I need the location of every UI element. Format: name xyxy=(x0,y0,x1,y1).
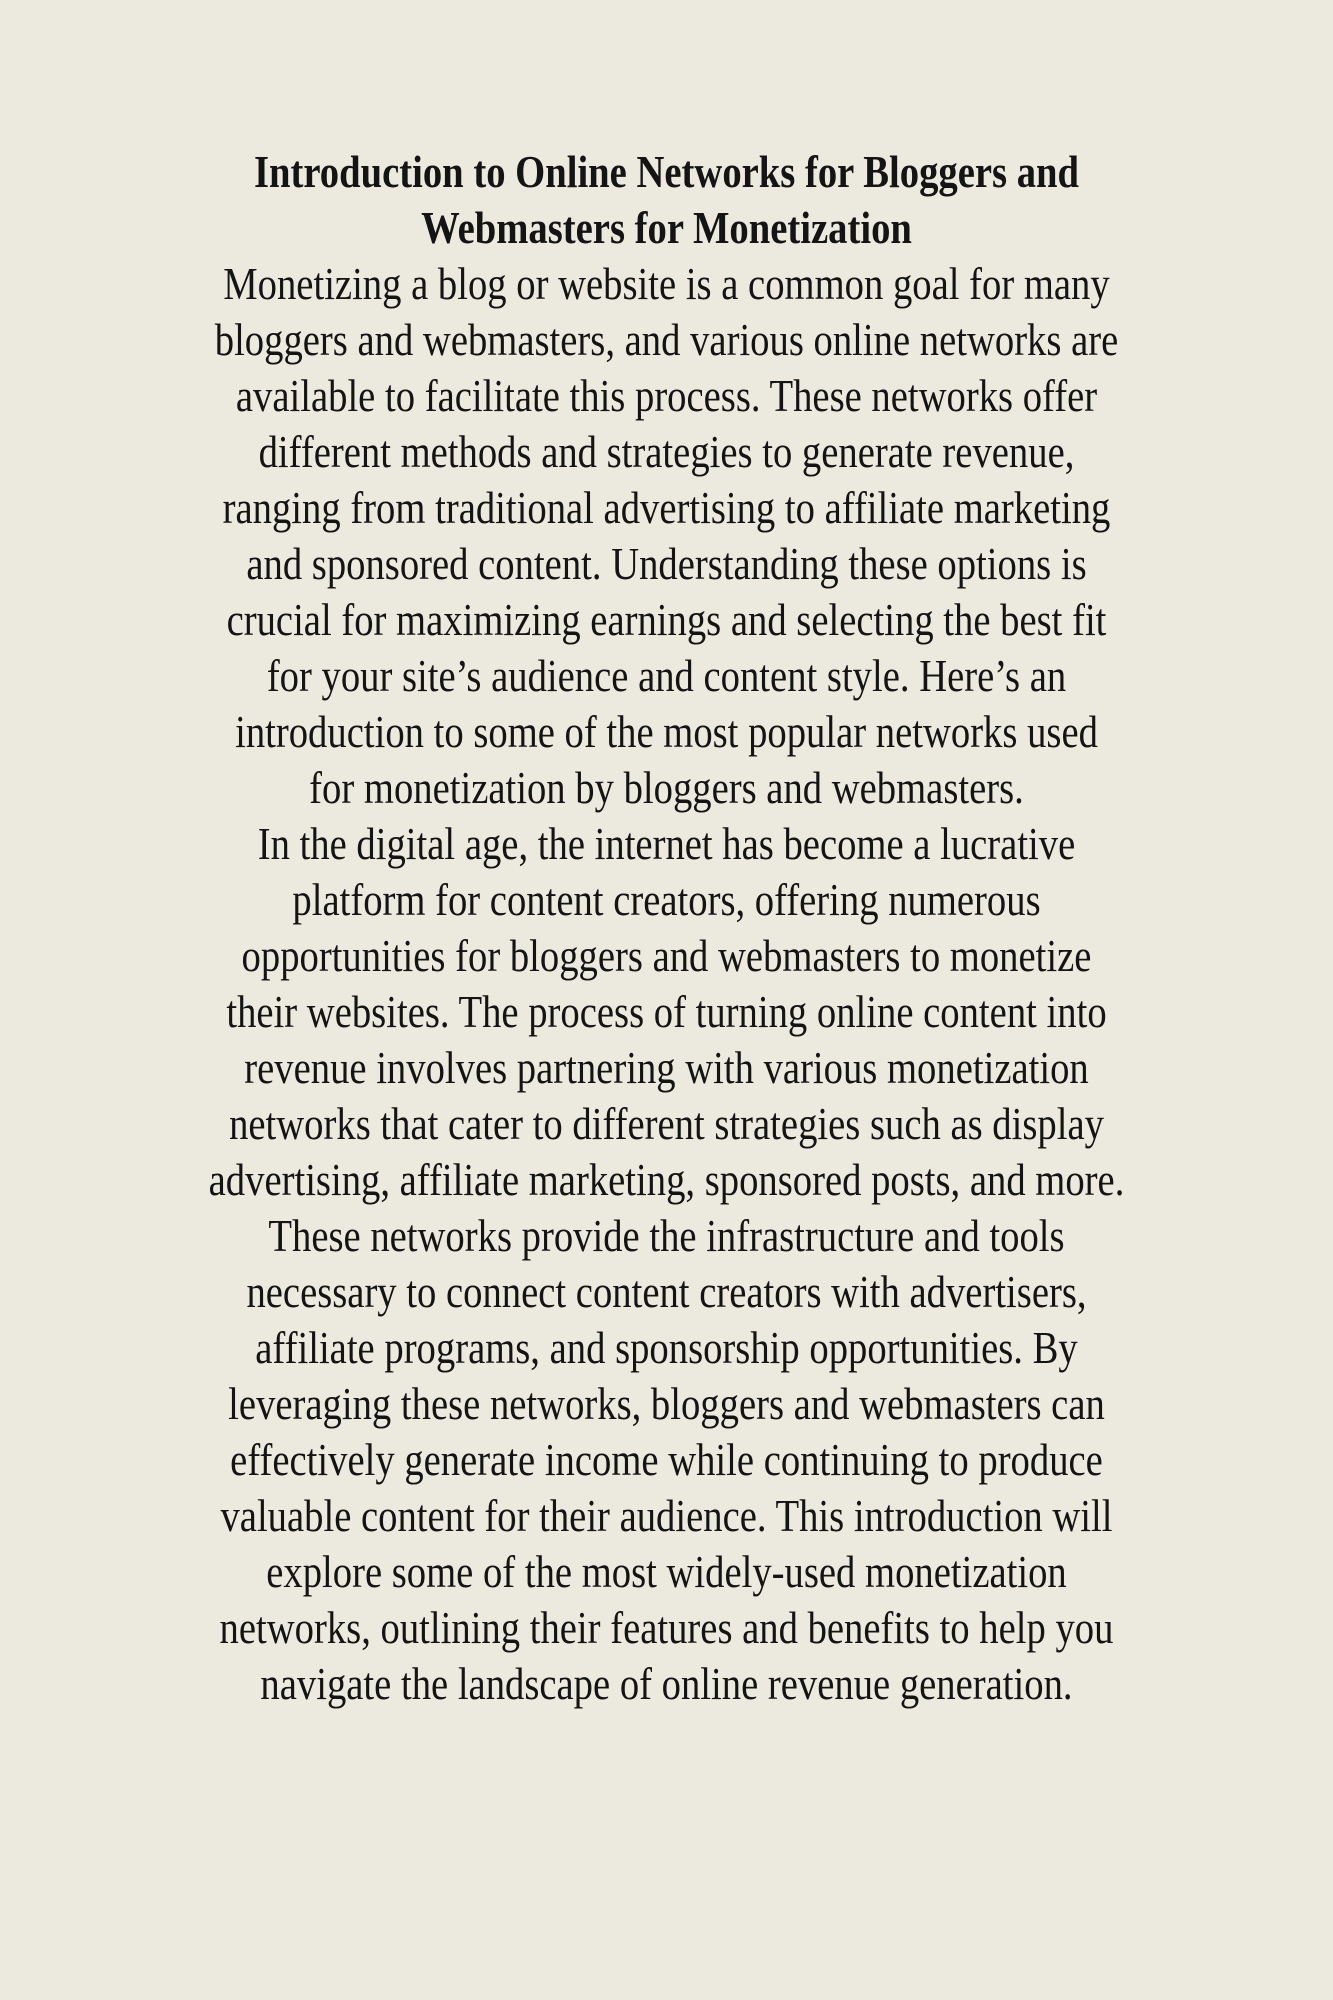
body-text-line: In the digital age, the internet has become a lucrative xyxy=(257,818,1076,869)
body-text-line: revenue involves partnering with various monetization xyxy=(244,1042,1089,1093)
body-text-line: effectively generate income while continuing to produce xyxy=(230,1434,1103,1485)
body-text-line: their websites. The process of turning online content into xyxy=(226,986,1107,1037)
body-text-line: explore some of the most widely-used monetization xyxy=(266,1546,1067,1597)
body-text-line: networks, outlining their features and benefits to help you xyxy=(219,1602,1114,1653)
page-title xyxy=(107,144,1227,256)
paragraph-digital-age xyxy=(107,816,1227,1712)
body-text-line: introduction to some of the most popular networks used xyxy=(235,706,1098,757)
body-text-line: navigate the landscape of online revenue generation. xyxy=(260,1658,1073,1709)
body-text-line: ranging from traditional advertising to affiliate marketing xyxy=(222,482,1111,533)
title-line: Webmasters for Monetization xyxy=(421,202,912,253)
paragraph-overview xyxy=(107,256,1227,816)
page-text-block xyxy=(107,0,1227,1712)
body-text-line: valuable content for their audience. This introduction will xyxy=(220,1490,1113,1541)
body-text-line: and sponsored content. Understanding these options is xyxy=(246,538,1087,589)
body-text-line: Monetizing a blog or website is a common goal for many xyxy=(223,258,1110,309)
body-text-line: for monetization by bloggers and webmasters. xyxy=(309,762,1024,813)
body-text-line: These networks provide the infrastructure and tools xyxy=(268,1210,1065,1261)
body-text-line: available to facilitate this process. These networks offer xyxy=(235,370,1098,421)
body-text-line: opportunities for bloggers and webmasters to monetize xyxy=(241,930,1092,981)
body-text-line: bloggers and webmasters, and various online networks are xyxy=(214,314,1119,365)
body-text-line: for your site’s audience and content style. Here’s an xyxy=(266,650,1067,701)
body-text-line: affiliate programs, and sponsorship opportunities. By xyxy=(255,1322,1078,1373)
body-text-line: necessary to connect content creators with advertisers, xyxy=(246,1266,1087,1317)
body-text-line: networks that cater to different strategies such as display xyxy=(229,1098,1104,1149)
body-text-line: leveraging these networks, bloggers and webmasters can xyxy=(228,1378,1105,1429)
body-text-line: advertising, affiliate marketing, sponsored posts, and more. xyxy=(208,1154,1125,1205)
body-text-line: different methods and strategies to generate revenue, xyxy=(258,426,1075,477)
body-text-line: platform for content creators, offering numerous xyxy=(292,874,1041,925)
body-text-line: crucial for maximizing earnings and selecting the best fit xyxy=(226,594,1107,645)
title-line: Introduction to Online Networks for Bloggers and xyxy=(253,146,1080,197)
